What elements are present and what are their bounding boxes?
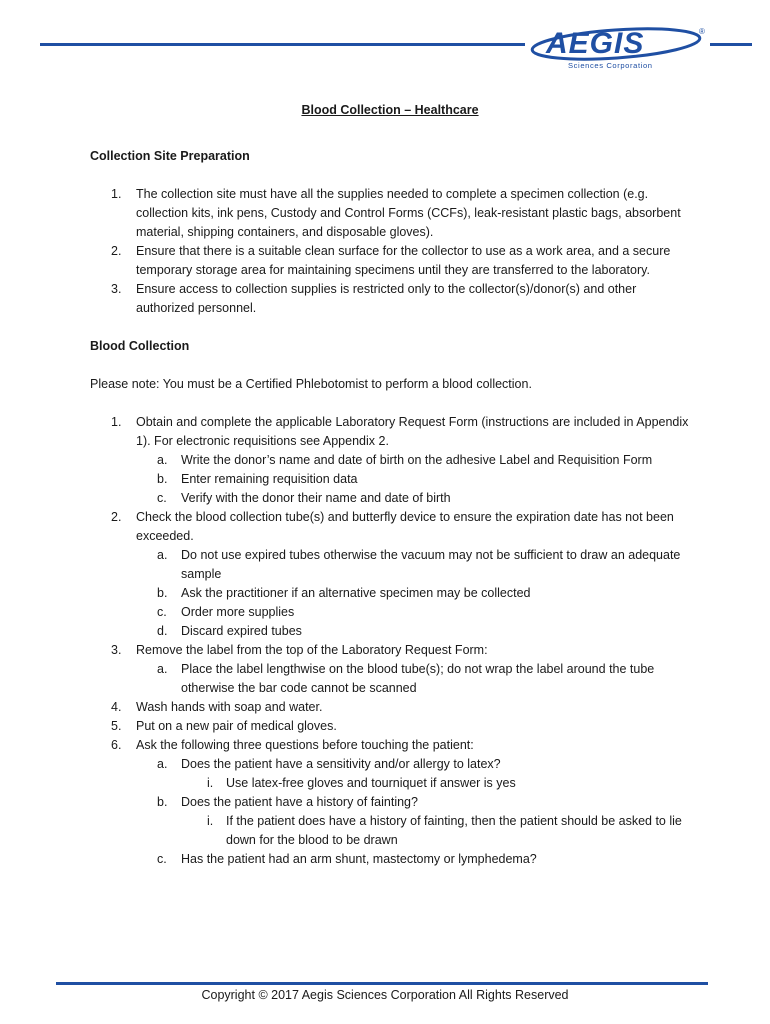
header-rule-right xyxy=(710,43,752,46)
section-heading-blood-collection: Blood Collection xyxy=(90,339,190,353)
sub-sub-list-item: i. Use latex-free gloves and tourniquet if answer is yes xyxy=(207,776,516,790)
sub-list-item: c. Has the patient had an arm shunt, mastectomy or lymphedema? xyxy=(157,852,537,866)
list-item: 2. Check the blood collection tube(s) and butterfly device to ensure the expiration date has not been exceeded. a. Do not use expired tubes otherwise the vacuum may not be sufficient to draw an adequate sample b. Ask the practitioner if an alternative specimen may be collected c. Order more supplies d. Discard expired tubes xyxy=(90,508,690,641)
phlebotomist-note: Please note: You must be a Certified Phlebotomist to perform a blood collection. xyxy=(90,377,532,391)
list-item: 2. Ensure that there is a suitable clean surface for the collector to use as a work area, and a secure temporary storage area for maintaining specimens until they are transferred to the laboratory. xyxy=(111,244,671,277)
sub-sub-list-item: i. If the patient does have a history of fainting, then the patient should be asked to lie down for the blood to be drawn xyxy=(207,814,682,847)
footer-rule xyxy=(56,982,708,985)
list-item: 3. Remove the label from the top of the Laboratory Request Form: a. Place the label lengthwise on the blood tube(s); do not wrap the label around the tube otherwise the bar code cannot be scanned xyxy=(90,641,690,698)
sub-list-item: a. Write the donor’s name and date of birth on the adhesive Label and Requisition Form xyxy=(157,453,653,467)
sub-list-item: c. Order more supplies xyxy=(157,605,295,619)
sub-list-item: b. Enter remaining requisition data xyxy=(157,472,358,486)
logo-wordmark: AEGIS xyxy=(546,27,645,60)
footer-copyright: Copyright © 2017 Aegis Sciences Corporation All Rights Reserved xyxy=(201,988,569,1002)
sub-list-item: a. Place the label lengthwise on the blood tube(s); do not wrap the label around the tube otherwise the bar code cannot be scanned xyxy=(157,662,655,695)
registered-mark: ® xyxy=(699,27,705,36)
sub-list-item: a. Does the patient have a sensitivity and/or allergy to latex? i. Use latex-free gloves and tourniquet if answer is yes xyxy=(136,755,690,793)
list-item: 1. Obtain and complete the applicable Laboratory Request Form (instructions are included in Appendix 1). For electronic requisitions see Appendix 2. a. Write the donor’s name and date of birth on the adhesive Label and Requisition Form b. Enter remaining requisition data c. Verify with the donor their name and date of birth xyxy=(90,413,690,508)
sub-list-item: b. Ask the practitioner if an alternative specimen may be collected xyxy=(157,586,531,600)
list-item: 3. Ensure access to collection supplies is restricted only to the collector(s)/donor(s) and other authorized personnel. xyxy=(111,282,637,315)
list-item: 4. Wash hands with soap and water. xyxy=(111,700,323,714)
list-item: 1. The collection site must have all the supplies needed to complete a specimen collection (e.g. collection kits, ink pens, Custody and Control Forms (CCFs), leak-resistant plastic bags, absorbent material, shipping containers, and disposable gloves). xyxy=(111,187,681,239)
sub-list-item: a. Do not use expired tubes otherwise the vacuum may not be sufficient to draw an adequate sample xyxy=(157,548,681,581)
document-title: Blood Collection – Healthcare xyxy=(301,103,479,117)
logo-subtitle: Sciences Corporation xyxy=(568,61,653,70)
site-prep-list xyxy=(90,185,690,318)
section-heading-site-prep: Collection Site Preparation xyxy=(90,149,250,163)
header-rule-left xyxy=(40,43,525,46)
document-body xyxy=(90,101,690,869)
sub-list-item: c. Verify with the donor their name and date of birth xyxy=(157,491,451,505)
list-item: 6. Ask the following three questions before touching the patient: a. Does the patient have a sensitivity and/or allergy to latex? i. Use latex-free gloves and tourniquet if answer is yes b. Does the patient have a history of fainting? i. If the patient does have a history of fainting, then the patient should be asked to lie down for the blood to be drawn c. Has the patient had an arm shunt, mastectomy or lymphedema? xyxy=(90,736,690,869)
sub-list-item: b. Does the patient have a history of fainting? i. If the patient does have a history of fainting, then the patient should be asked to lie down for the blood to be drawn xyxy=(136,793,690,850)
list-item: 5. Put on a new pair of medical gloves. xyxy=(111,719,337,733)
blood-collection-list xyxy=(90,413,690,869)
sub-list-item: d. Discard expired tubes xyxy=(157,624,302,638)
